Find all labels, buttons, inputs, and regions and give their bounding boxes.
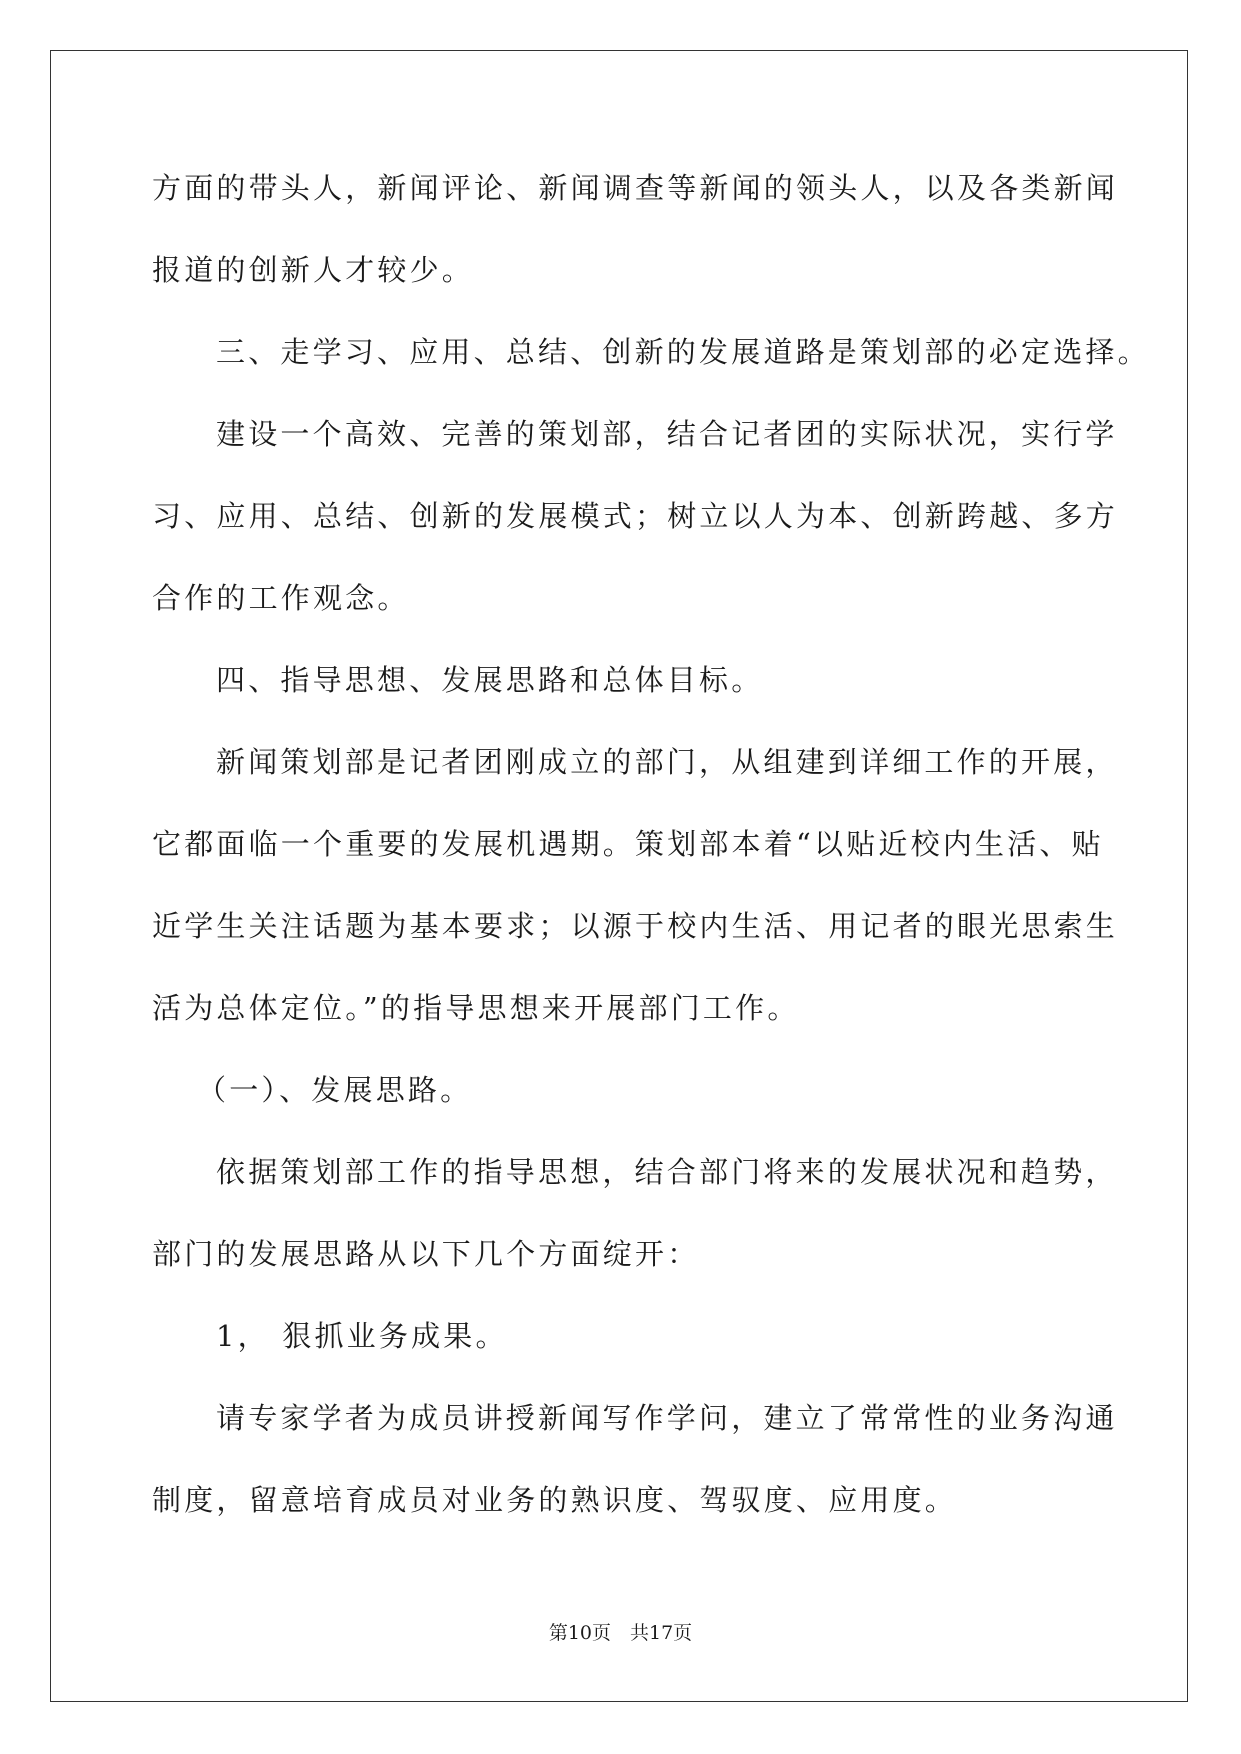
text-line: 它都面临一个重要的发展机遇期。策划部本着“以贴近校内生活、贴 bbox=[152, 827, 1104, 861]
section-heading: 四、指导思想、发展思路和总体目标。 bbox=[216, 663, 764, 697]
text-line: 习、应用、总结、创新的发展模式；树立以人为本、创新跨越、多方 bbox=[152, 499, 1119, 533]
text-line: 近学生关注话题为基本要求；以源于校内生活、用记者的眼光思索生 bbox=[152, 909, 1119, 943]
document-body bbox=[152, 166, 1150, 1560]
text-line: 活为总体定位。”的指导思想来开展部门工作。 bbox=[152, 991, 800, 1025]
text-line: 新闻策划部是记者团刚成立的部门，从组建到详细工作的开展， bbox=[216, 745, 1118, 779]
text-line: 合作的工作观念。 bbox=[152, 581, 410, 615]
text-line: 建设一个高效、完善的策划部，结合记者团的实际状况，实行学 bbox=[216, 417, 1118, 451]
list-item-heading: 1， 狠抓业务成果。 bbox=[216, 1319, 508, 1353]
text-line: 报道的创新人才较少。 bbox=[152, 253, 475, 287]
page-number-footer: 第10页 共17页 bbox=[548, 1622, 693, 1644]
text-line: 制度，留意培育成员对业务的熟识度、驾驭度、应用度。 bbox=[152, 1483, 958, 1517]
text-line: 请专家学者为成员讲授新闻写作学问，建立了常常性的业务沟通 bbox=[216, 1401, 1118, 1435]
subsection-heading: （一）、发展思路。 bbox=[197, 1073, 473, 1107]
section-heading: 三、走学习、应用、总结、创新的发展道路是策划部的必定选择。 bbox=[216, 335, 1150, 369]
text-line: 方面的带头人，新闻评论、新闻调查等新闻的领头人，以及各类新闻 bbox=[152, 171, 1119, 205]
text-line: 部门的发展思路从以下几个方面绽开： bbox=[152, 1237, 700, 1271]
text-line: 依据策划部工作的指导思想，结合部门将来的发展状况和趋势， bbox=[216, 1155, 1118, 1189]
